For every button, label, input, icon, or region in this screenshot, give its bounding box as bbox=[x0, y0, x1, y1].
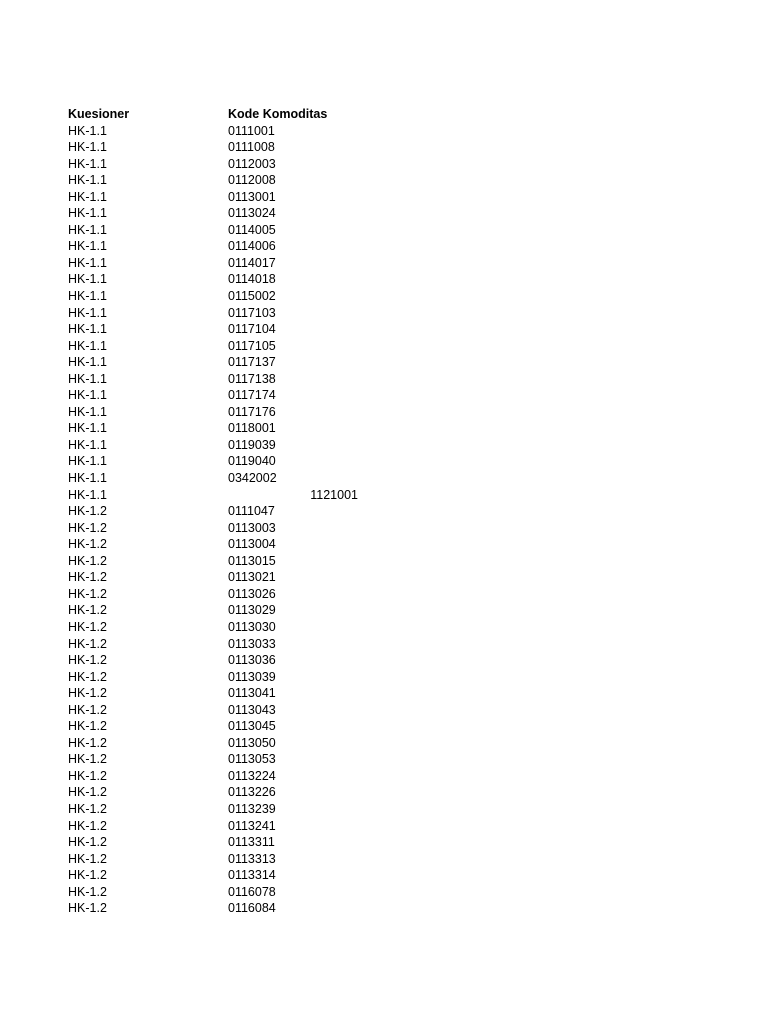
cell-kode-komoditas: 0113043 bbox=[228, 702, 276, 717]
cell-kuesioner: HK-1.1 bbox=[68, 322, 107, 337]
cell-kuesioner: HK-1.1 bbox=[68, 140, 107, 155]
table-row bbox=[68, 139, 388, 156]
header-row bbox=[68, 106, 388, 123]
cell-kode-komoditas: 0113239 bbox=[228, 801, 276, 816]
cell-kode-komoditas: 0113026 bbox=[228, 586, 276, 601]
table-row bbox=[68, 685, 388, 702]
cell-kuesioner: HK-1.2 bbox=[68, 520, 107, 535]
cell-kuesioner: HK-1.2 bbox=[68, 603, 107, 618]
cell-kode-komoditas: 0113224 bbox=[228, 768, 276, 783]
cell-kode-komoditas: 0111001 bbox=[228, 123, 275, 138]
cell-kuesioner: HK-1.2 bbox=[68, 553, 107, 568]
table-row bbox=[68, 238, 388, 255]
cell-kuesioner: HK-1.1 bbox=[68, 255, 107, 270]
cell-kuesioner: HK-1.2 bbox=[68, 537, 107, 552]
table-row bbox=[68, 387, 388, 404]
cell-kode-komoditas: 0111008 bbox=[228, 140, 275, 155]
table-row bbox=[68, 520, 388, 537]
cell-kuesioner: HK-1.2 bbox=[68, 818, 107, 833]
cell-kuesioner: HK-1.2 bbox=[68, 752, 107, 767]
table-row bbox=[68, 487, 388, 504]
table-row bbox=[68, 305, 388, 322]
table-row bbox=[68, 768, 388, 785]
table-row bbox=[68, 437, 388, 454]
header-kuesioner: Kuesioner bbox=[68, 107, 130, 121]
cell-kuesioner: HK-1.2 bbox=[68, 851, 107, 866]
cell-kuesioner: HK-1.1 bbox=[68, 454, 107, 469]
cell-kuesioner: HK-1.2 bbox=[68, 653, 107, 668]
cell-kuesioner: HK-1.2 bbox=[68, 735, 107, 750]
cell-kode-komoditas: 0113226 bbox=[228, 785, 276, 800]
table-row bbox=[68, 420, 388, 437]
table-row bbox=[68, 718, 388, 735]
cell-kode-komoditas: 0112008 bbox=[228, 173, 276, 188]
cell-kuesioner: HK-1.1 bbox=[68, 239, 107, 254]
cell-kode-komoditas: 0113004 bbox=[228, 537, 276, 552]
table-row bbox=[68, 503, 388, 520]
cell-kode-komoditas: 0117103 bbox=[228, 305, 276, 320]
cell-kuesioner: HK-1.2 bbox=[68, 785, 107, 800]
cell-kuesioner: HK-1.1 bbox=[68, 206, 107, 221]
cell-kode-komoditas: 0113033 bbox=[228, 636, 276, 651]
cell-kode-komoditas: 0113053 bbox=[228, 752, 276, 767]
table-row bbox=[68, 569, 388, 586]
cell-kode-komoditas: 0117176 bbox=[228, 404, 276, 419]
table-row bbox=[68, 834, 388, 851]
cell-kuesioner: HK-1.2 bbox=[68, 702, 107, 717]
cell-kode-komoditas: 0113039 bbox=[228, 669, 276, 684]
cell-kuesioner: HK-1.2 bbox=[68, 801, 107, 816]
cell-kode-komoditas: 0114017 bbox=[228, 255, 276, 270]
cell-kuesioner: HK-1.1 bbox=[68, 156, 107, 171]
cell-kode-komoditas: 0116084 bbox=[228, 901, 276, 916]
table-row bbox=[68, 801, 388, 818]
cell-kode-komoditas: 0113241 bbox=[228, 818, 276, 833]
table-row bbox=[68, 702, 388, 719]
table-row bbox=[68, 338, 388, 355]
table-row bbox=[68, 172, 388, 189]
cell-kode-komoditas: 0113015 bbox=[228, 553, 276, 568]
table-row bbox=[68, 619, 388, 636]
cell-kode-komoditas: 0114018 bbox=[228, 272, 276, 287]
cell-kuesioner: HK-1.1 bbox=[68, 421, 107, 436]
cell-kuesioner: HK-1.1 bbox=[68, 222, 107, 237]
data-table bbox=[68, 106, 388, 917]
cell-kode-komoditas: 0112003 bbox=[228, 156, 276, 171]
table-row bbox=[68, 404, 388, 421]
cell-kode-komoditas: 0113311 bbox=[228, 835, 275, 850]
cell-kuesioner: HK-1.2 bbox=[68, 884, 107, 899]
cell-kuesioner: HK-1.1 bbox=[68, 173, 107, 188]
cell-kode-komoditas: 0113001 bbox=[228, 189, 276, 204]
table-row bbox=[68, 851, 388, 868]
table-row bbox=[68, 371, 388, 388]
cell-kuesioner: HK-1.2 bbox=[68, 901, 107, 916]
table-row bbox=[68, 602, 388, 619]
table-row bbox=[68, 669, 388, 686]
table-row bbox=[68, 321, 388, 338]
cell-kode-komoditas: 0113041 bbox=[228, 686, 276, 701]
cell-kode-komoditas: 0113050 bbox=[228, 735, 276, 750]
cell-kode-komoditas: 0117174 bbox=[228, 388, 276, 403]
cell-kode-komoditas: 1121001 bbox=[310, 487, 358, 502]
cell-kode-komoditas: 0113030 bbox=[228, 619, 276, 634]
header-kode-komoditas: Kode Komoditas bbox=[228, 107, 328, 121]
cell-kode-komoditas: 0118001 bbox=[228, 421, 276, 436]
table-row bbox=[68, 818, 388, 835]
table-row bbox=[68, 784, 388, 801]
cell-kode-komoditas: 0113313 bbox=[228, 851, 276, 866]
cell-kode-komoditas: 0119040 bbox=[228, 454, 276, 469]
cell-kuesioner: HK-1.2 bbox=[68, 570, 107, 585]
cell-kuesioner: HK-1.2 bbox=[68, 719, 107, 734]
cell-kuesioner: HK-1.1 bbox=[68, 338, 107, 353]
table-body bbox=[68, 123, 388, 917]
table-row bbox=[68, 735, 388, 752]
cell-kode-komoditas: 0113314 bbox=[228, 868, 276, 883]
cell-kode-komoditas: 0111047 bbox=[228, 504, 275, 519]
cell-kode-komoditas: 0113045 bbox=[228, 719, 276, 734]
cell-kode-komoditas: 0115002 bbox=[228, 289, 276, 304]
table-row bbox=[68, 453, 388, 470]
cell-kode-komoditas: 0119039 bbox=[228, 437, 276, 452]
cell-kuesioner: HK-1.1 bbox=[68, 471, 107, 486]
cell-kode-komoditas: 0117105 bbox=[228, 338, 276, 353]
cell-kuesioner: HK-1.2 bbox=[68, 586, 107, 601]
table-row bbox=[68, 884, 388, 901]
table-row bbox=[68, 900, 388, 917]
table-row bbox=[68, 586, 388, 603]
cell-kuesioner: HK-1.1 bbox=[68, 272, 107, 287]
cell-kuesioner: HK-1.2 bbox=[68, 504, 107, 519]
cell-kuesioner: HK-1.2 bbox=[68, 686, 107, 701]
cell-kuesioner: HK-1.1 bbox=[68, 355, 107, 370]
cell-kode-komoditas: 0114005 bbox=[228, 222, 276, 237]
table-row bbox=[68, 470, 388, 487]
table-row bbox=[68, 636, 388, 653]
cell-kuesioner: HK-1.2 bbox=[68, 619, 107, 634]
table-row bbox=[68, 189, 388, 206]
table-row bbox=[68, 288, 388, 305]
cell-kuesioner: HK-1.1 bbox=[68, 123, 107, 138]
table-row bbox=[68, 354, 388, 371]
cell-kode-komoditas: 0113003 bbox=[228, 520, 276, 535]
cell-kode-komoditas: 0113036 bbox=[228, 653, 276, 668]
cell-kuesioner: HK-1.2 bbox=[68, 835, 107, 850]
table-row bbox=[68, 255, 388, 272]
table-row bbox=[68, 553, 388, 570]
table-row bbox=[68, 205, 388, 222]
table-row bbox=[68, 867, 388, 884]
cell-kuesioner: HK-1.1 bbox=[68, 404, 107, 419]
cell-kuesioner: HK-1.2 bbox=[68, 768, 107, 783]
cell-kode-komoditas: 0116078 bbox=[228, 884, 276, 899]
table-row bbox=[68, 123, 388, 140]
cell-kode-komoditas: 0114006 bbox=[228, 239, 276, 254]
cell-kuesioner: HK-1.2 bbox=[68, 636, 107, 651]
cell-kode-komoditas: 0117137 bbox=[228, 355, 276, 370]
cell-kuesioner: HK-1.1 bbox=[68, 371, 107, 386]
cell-kode-komoditas: 0342002 bbox=[228, 471, 277, 486]
table-row bbox=[68, 156, 388, 173]
cell-kuesioner: HK-1.1 bbox=[68, 189, 107, 204]
cell-kuesioner: HK-1.1 bbox=[68, 305, 107, 320]
cell-kode-komoditas: 0117138 bbox=[228, 371, 276, 386]
cell-kuesioner: HK-1.2 bbox=[68, 868, 107, 883]
cell-kode-komoditas: 0113029 bbox=[228, 603, 276, 618]
cell-kode-komoditas: 0113024 bbox=[228, 206, 276, 221]
cell-kuesioner: HK-1.1 bbox=[68, 487, 107, 502]
cell-kuesioner: HK-1.1 bbox=[68, 437, 107, 452]
table-row bbox=[68, 652, 388, 669]
cell-kuesioner: HK-1.1 bbox=[68, 388, 107, 403]
table-row bbox=[68, 271, 388, 288]
cell-kode-komoditas: 0113021 bbox=[228, 570, 276, 585]
table-row bbox=[68, 536, 388, 553]
cell-kode-komoditas: 0117104 bbox=[228, 322, 276, 337]
table-row bbox=[68, 751, 388, 768]
cell-kuesioner: HK-1.2 bbox=[68, 669, 107, 684]
table-row bbox=[68, 222, 388, 239]
cell-kuesioner: HK-1.1 bbox=[68, 289, 107, 304]
